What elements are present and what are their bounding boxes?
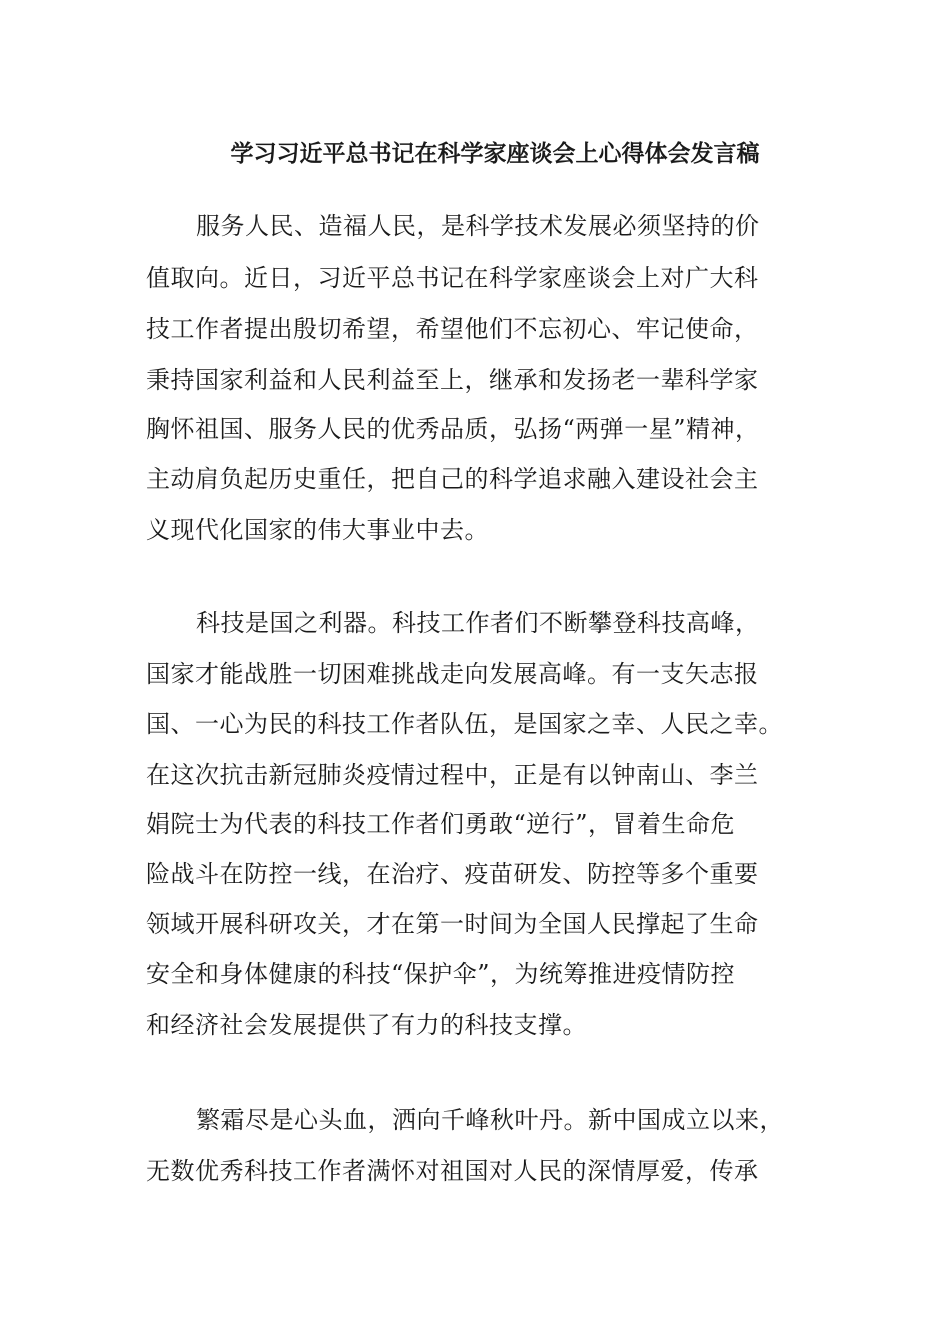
paragraph-line: 科技是国之利器。科技工作者们不断攀登科技高峰， xyxy=(196,609,760,637)
paragraph-line: 胸怀祖国、服务人民的优秀品质，弘扬“两弹一星”精神， xyxy=(146,415,760,443)
paragraph-line: 服务人民、造福人民，是科学技术发展必须坚持的价 xyxy=(196,212,760,240)
paragraph-line: 主动肩负起历史重任，把自己的科学追求融入建设社会主 xyxy=(146,465,759,493)
paragraph-line: 技工作者提出殷切希望，希望他们不忘初心、牢记使命， xyxy=(146,315,759,343)
paragraph-line: 在这次抗击新冠肺炎疫情过程中，正是有以钟南山、李兰 xyxy=(146,761,759,789)
paragraph-line: 秉持国家利益和人民利益至上，继承和发扬老一辈科学家 xyxy=(146,366,759,394)
paragraph-line: 领域开展科研攻关，才在第一时间为全国人民撑起了生命 xyxy=(146,910,759,938)
page-title: 学习习近平总书记在科学家座谈会上心得体会发言稿 xyxy=(230,140,760,167)
paragraph-line: 险战斗在防控一线，在治疗、疫苗研发、防控等多个重要 xyxy=(146,860,759,888)
paragraph-line: 娟院士为代表的科技工作者们勇敢“逆行”，冒着生命危 xyxy=(146,810,736,838)
paragraph-line: 义现代化国家的伟大事业中去。 xyxy=(146,516,489,544)
paragraph-line: 安全和身体健康的科技“保护伞”，为统筹推进疫情防控 xyxy=(146,960,736,988)
paragraph-line: 值取向。近日，习近平总书记在科学家座谈会上对广大科 xyxy=(146,264,759,292)
paragraph-line: 繁霜尽是心头血，洒向千峰秋叶丹。新中国成立以来， xyxy=(196,1106,784,1134)
paragraph-line: 国家才能战胜一切困难挑战走向发展高峰。有一支矢志报 xyxy=(146,660,759,688)
paragraph-line: 国、一心为民的科技工作者队伍，是国家之幸、人民之幸。 xyxy=(146,710,783,738)
paragraph-line: 和经济社会发展提供了有力的科技支撑。 xyxy=(146,1011,587,1039)
paragraph-line: 无数优秀科技工作者满怀对祖国对人民的深情厚爱，传承 xyxy=(146,1157,759,1185)
